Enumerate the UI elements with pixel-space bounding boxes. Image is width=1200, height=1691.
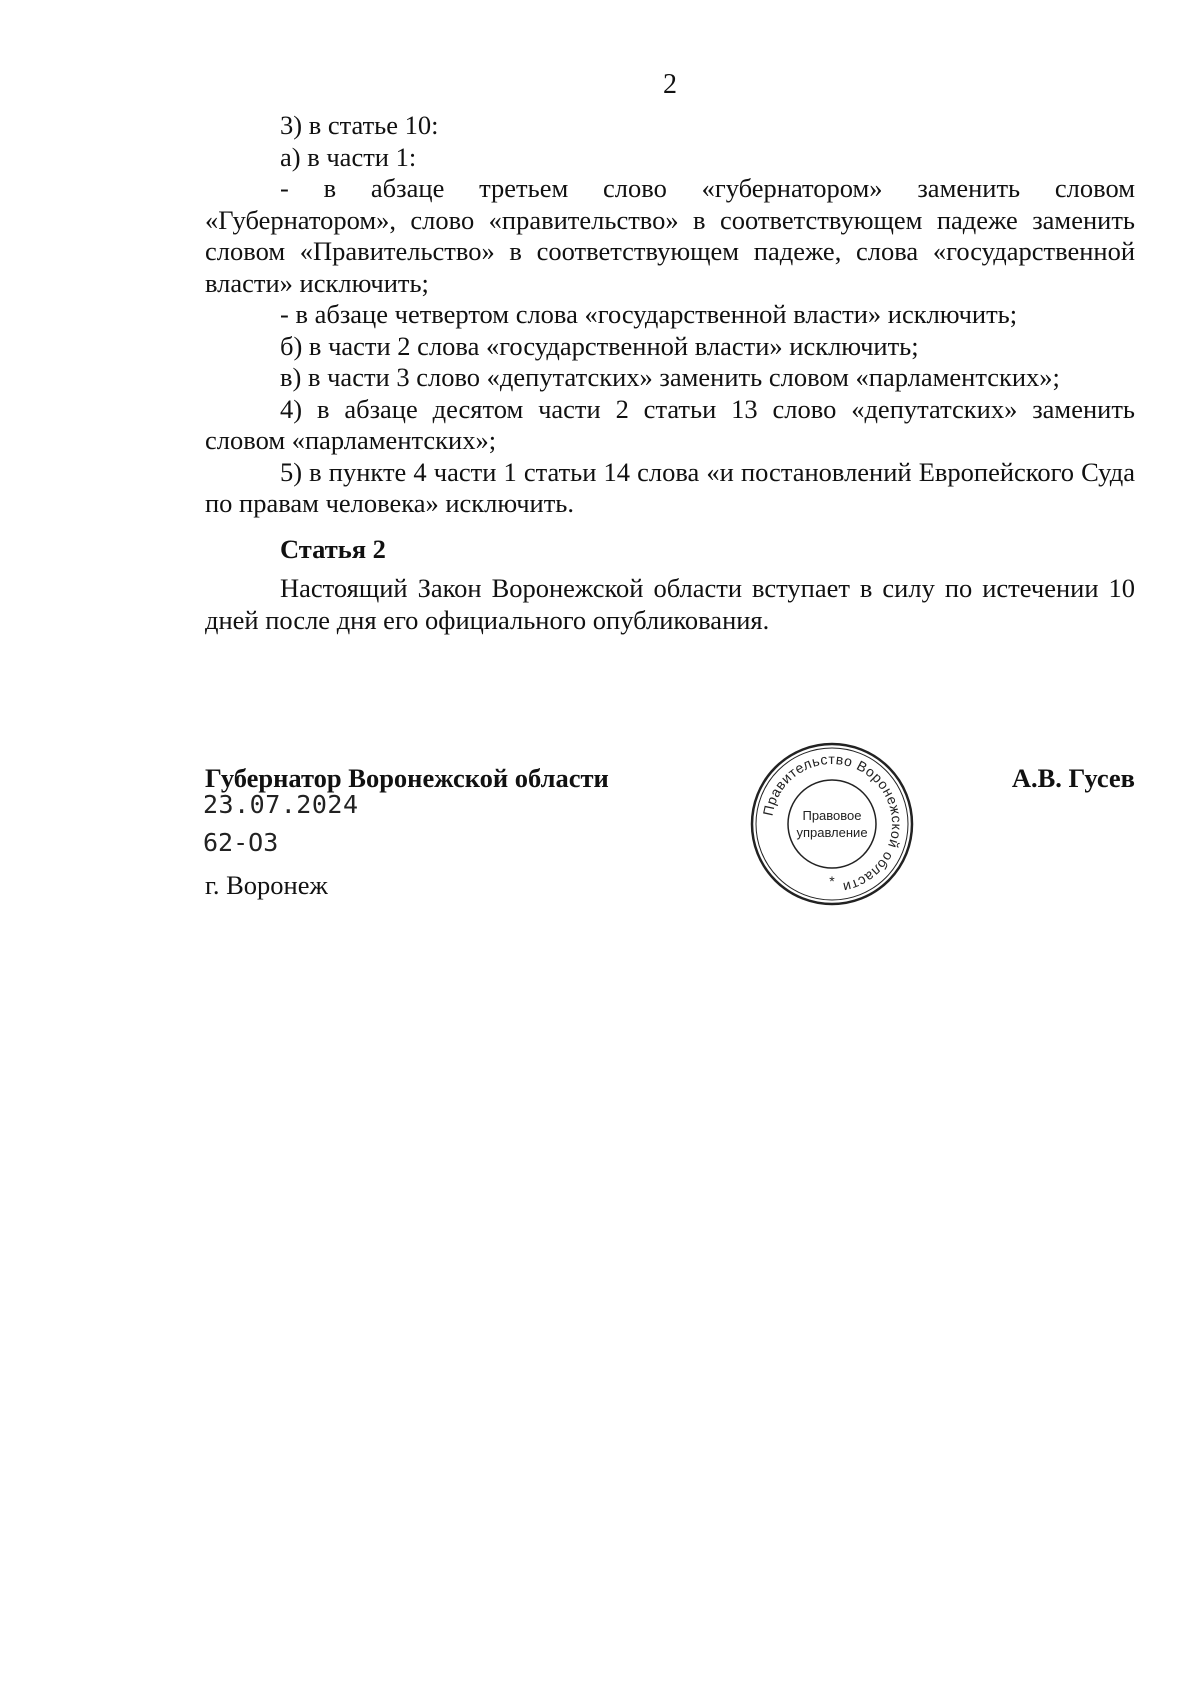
page-number: 2 (663, 69, 677, 100)
seal-inner-ring (788, 780, 876, 868)
seal-center-line-1: Правовое (802, 808, 862, 823)
signatory-name: А.В. Гусев (1011, 763, 1135, 793)
signing-city: г. Воронеж (205, 870, 328, 900)
seal-graphic (748, 740, 916, 908)
law-number: 62-ОЗ (203, 828, 279, 857)
seal-center-line-2: управление (796, 825, 868, 840)
paragraph-part-2: б) в части 2 слова «государственной власти» исключить; (280, 330, 919, 361)
paragraph-article-10: 3) в статье 10: (280, 110, 439, 140)
official-seal (748, 740, 916, 908)
paragraph-fourth-abzac: - в абзаце четвертом слова «государственной власти» исключить; (280, 299, 1018, 329)
signing-date: 23.07.2024 (203, 790, 359, 819)
paragraph-article-13: 4) в абзаце десятом части 2 статьи 13 слово «депутатских» заменить словом «парламентских»; (205, 393, 1135, 455)
paragraph-third-abzac: - в абзаце третьем слово «губернатором» заменить словом «Губернатором», слово «правительство» в соответствующем падеже заменить словом «Правительство» в соответствующем падеже, слова «государственной власти» исключить; (205, 173, 1135, 298)
seal-ring-text: Правительство Воронежской области (759, 750, 906, 896)
article-2-text: Настоящий Закон Воронежской области вступает в силу по истечении 10 дней после дня его официального опубликования. (205, 573, 1135, 635)
seal-star-icon: * (829, 873, 835, 889)
paragraph-article-14: 5) в пункте 4 части 1 статьи 14 слова «и постановлений Европейского Суда по правам человека» исключить. (205, 456, 1135, 518)
paragraph-part-3: в) в части 3 слово «депутатских» заменить словом «парламентских»; (280, 362, 1060, 392)
article-2-title: Статья 2 (280, 533, 386, 564)
signatory-position: Губернатор Воронежской области (205, 763, 609, 793)
document-body (205, 110, 1135, 636)
paragraph-part-1: а) в части 1: (280, 141, 417, 172)
